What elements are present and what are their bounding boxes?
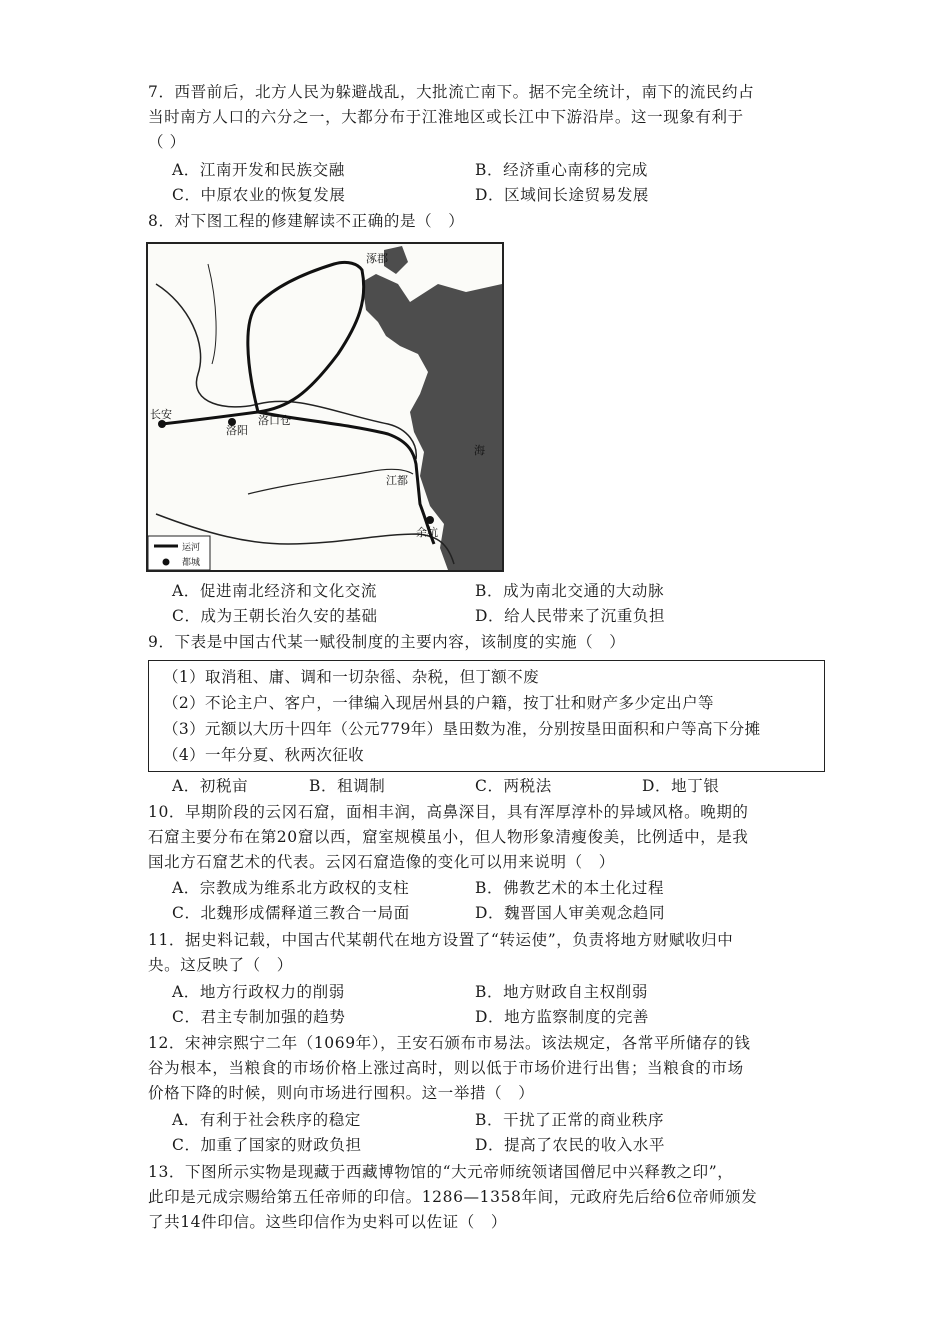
q8-option-c[interactable]: C．成为王朝长治久安的基础 — [172, 607, 378, 625]
q10-stem-line-3: 国北方石窟艺术的代表。云冈石窟造像的变化可以用来说明（ ） — [148, 853, 615, 871]
q9-stem: 9．下表是中国古代某一赋役制度的主要内容，该制度的实施（ ） — [148, 633, 626, 651]
label-luokou: 洛口仓 — [258, 414, 291, 427]
q12-stem-line-1: 12．宋神宗熙宁二年（1069年），王安石颁布市易法。该法规定，各常平所储存的钱 — [148, 1034, 751, 1052]
q12-option-d[interactable]: D．提高了农民的收入水平 — [475, 1136, 666, 1154]
q8-stem: 8．对下图工程的修建解读不正确的是（ ） — [148, 212, 465, 230]
q12-stem-line-2: 谷为根本，当粮食的市场价格上涨过高时，则以低于市场价进行出售；当粮食的市场 — [148, 1059, 744, 1077]
q8-option-d[interactable]: D．给人民带来了沉重负担 — [475, 607, 666, 625]
q7-option-b[interactable]: B．经济重心南移的完成 — [475, 161, 648, 179]
q10-stem-line-2: 石窟主要分布在第20窟以西，窟室规模虽小，但人物形象清瘦俊美，比例适中，是我 — [148, 828, 749, 846]
label-jiangdu: 江都 — [386, 474, 408, 487]
q12-option-c[interactable]: C．加重了国家的财政负担 — [172, 1136, 362, 1154]
q11-option-b[interactable]: B．地方财政自主权削弱 — [475, 983, 648, 1001]
label-zhuojun: 涿郡 — [366, 252, 388, 265]
q11-option-a[interactable]: A．地方行政权力的削弱 — [172, 983, 345, 1001]
q12-option-b[interactable]: B．干扰了正常的商业秩序 — [475, 1111, 665, 1129]
q7-stem-line-3: （ ） — [148, 133, 186, 151]
q7-option-c[interactable]: C．中原农业的恢复发展 — [172, 186, 346, 204]
changan-marker — [158, 420, 166, 428]
q7-stem-line-2: 当时南方人口的六分之一，大都分布于江淮地区或长江中下游沿岸。这一现象有利于 — [148, 108, 744, 126]
q10-option-d[interactable]: D．魏晋国人审美观念趋同 — [475, 904, 666, 922]
q10-option-b[interactable]: B．佛教艺术的本土化过程 — [475, 879, 665, 897]
q8-option-a[interactable]: A．促进南北经济和文化交流 — [172, 582, 377, 600]
q7-option-d[interactable]: D．区域间长途贸易发展 — [475, 186, 650, 204]
legend-box — [148, 536, 210, 570]
label-yuhang: 余杭 — [416, 526, 438, 539]
q10-option-c[interactable]: C．北魏形成儒释道三教合一局面 — [172, 904, 410, 922]
q12-stem-line-3: 价格下降的时候，则向市场进行囤积。这一举措（ ） — [148, 1084, 535, 1102]
q9-option-d[interactable]: D．地丁银 — [642, 777, 720, 795]
q9-table-row-1: （1）取消租、庸、调和一切杂徭、杂税，但丁额不废 — [163, 668, 539, 686]
q12-option-a[interactable]: A．有利于社会秩序的稳定 — [172, 1111, 361, 1129]
q9-option-b[interactable]: B．租调制 — [309, 777, 386, 795]
yuhang-marker — [426, 516, 434, 524]
q11-option-c[interactable]: C．君主专制加强的趋势 — [172, 1008, 346, 1026]
q13-stem-line-2: 此印是元成宗赐给第五任帝师的印信。1286—1358年间，元政府先后给6位帝师颁发 — [148, 1188, 758, 1206]
map-drawing — [148, 244, 502, 570]
legend-canal-label: 运河 — [182, 543, 201, 553]
q10-option-a[interactable]: A．宗教成为维系北方政权的支柱 — [172, 879, 410, 897]
q9-table-box — [148, 660, 825, 772]
q9-table-row-4: （4）一年分夏、秋两次征收 — [163, 746, 365, 764]
q11-stem-line-1: 11．据史料记载，中国古代某朝代在地方设置了“转运使”，负责将地方财赋收归中 — [148, 931, 734, 949]
grand-canal-map — [146, 242, 504, 572]
label-changan: 长安 — [150, 408, 172, 421]
q9-option-c[interactable]: C．两税法 — [475, 777, 552, 795]
q8-option-b[interactable]: B．成为南北交通的大动脉 — [475, 582, 665, 600]
q9-table-row-2: （2）不论主户、客户，一律编入现居州县的户籍，按丁壮和财产多少定出户等 — [163, 694, 714, 712]
label-sea: 海 — [474, 444, 485, 457]
q10-stem-line-1: 10．早期阶段的云冈石窟，面相丰润，高鼻深目，具有浑厚淳朴的异域风格。晚期的 — [148, 803, 749, 821]
q9-table-row-3: （3）元额以大历十四年（公元779年）垦田数为准，分别按垦田面积和户等高下分摊 — [163, 720, 761, 738]
legend-city-swatch — [163, 559, 170, 566]
q11-stem-line-2: 央。这反映了（ ） — [148, 956, 293, 974]
q13-stem-line-1: 13．下图所示实物是现藏于西藏博物馆的“大元帝师统领诸国僧尼中兴释教之印”， — [148, 1163, 734, 1181]
legend-city-label: 都城 — [182, 558, 201, 568]
q7-option-a[interactable]: A．江南开发和民族交融 — [172, 161, 345, 179]
tributary-line — [208, 264, 216, 364]
q13-stem-line-3: 了共14件印信。这些印信作为史料可以佐证（ ） — [148, 1213, 508, 1231]
q9-option-a[interactable]: A．初税亩 — [172, 777, 249, 795]
q7-stem-line-1: 7．西晋前后，北方人民为躲避战乱，大批流亡南下。据不完全统计，南下的流民约占 — [148, 83, 755, 101]
q11-option-d[interactable]: D．地方监察制度的完善 — [475, 1008, 650, 1026]
yongji-canal — [162, 262, 364, 424]
label-luoyang: 洛阳 — [226, 424, 248, 437]
